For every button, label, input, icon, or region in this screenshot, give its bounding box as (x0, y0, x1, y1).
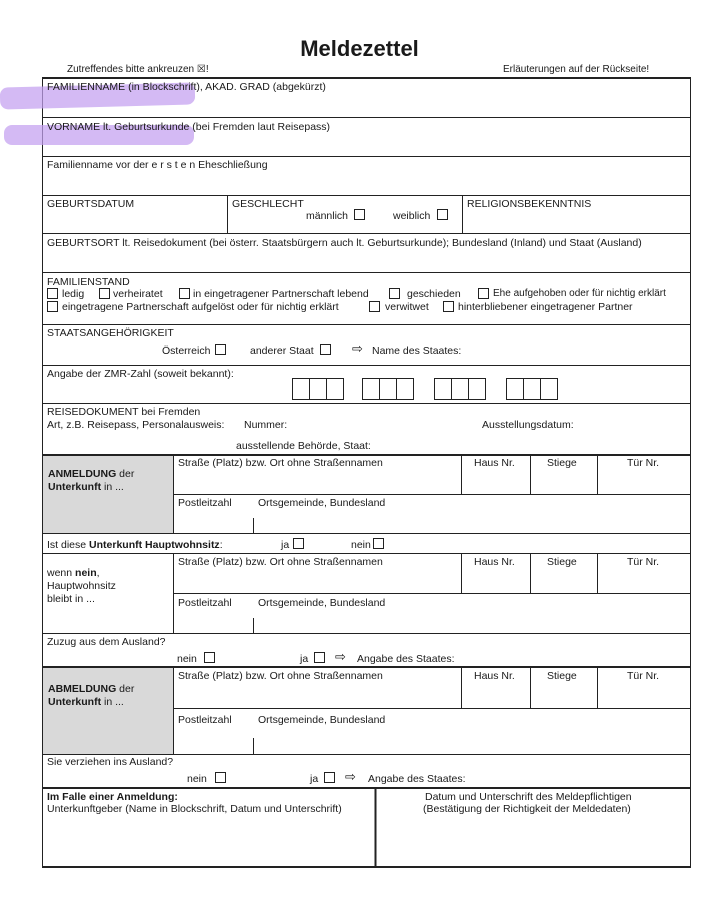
zmr-box-group-2[interactable] (362, 378, 414, 400)
postcode-label-3: Postleitzahl (178, 714, 232, 726)
gender-male-label: männlich (306, 210, 349, 222)
surviving-partner-label: hinterbliebener eingetragener Partner (458, 301, 633, 313)
divorced-checkbox[interactable] (389, 288, 400, 299)
street-label-2: Straße (Platz) bzw. Ort ohne Straßennamen (178, 556, 383, 568)
widowed-label: verwitwet (385, 301, 429, 313)
main-residence-no-label: nein (351, 539, 371, 551)
municipality-label-2: Ortsgemeinde, Bundesland (258, 597, 386, 609)
abmeldung-street-field[interactable] (175, 683, 459, 706)
single-checkbox[interactable] (47, 288, 58, 299)
move-from-abroad-question: Zuzug aus dem Ausland? (47, 636, 166, 648)
travel-doc-label: REISEDOKUMENT bei Fremden (47, 406, 201, 418)
partnership-dissolved-checkbox[interactable] (47, 301, 58, 312)
stairs-label-3: Stiege (547, 670, 577, 682)
arrow-right-icon: ⇨ (352, 341, 363, 356)
main-residence-no-checkbox[interactable] (373, 538, 384, 549)
family-name-field[interactable] (44, 94, 689, 116)
person-signature-line2: (Bestätigung der Richtigkeit der Meldedaten) (423, 803, 631, 815)
move-from-abroad-no-checkbox[interactable] (204, 652, 215, 663)
municipality-label-3: Ortsgemeinde, Bundesland (258, 714, 386, 726)
move-from-abroad-state-label: Angabe des Staates: (357, 653, 455, 665)
host-signature-field[interactable] (44, 818, 374, 866)
birthplace-field[interactable] (44, 250, 689, 272)
abmeldung-municipality-field[interactable] (256, 728, 689, 752)
birthdate-label: GEBURTSDATUM (47, 198, 135, 210)
first-name-label: VORNAME lt. Geburtsurkunde (bei Fremden laut Reisepass) (47, 121, 331, 133)
family-name-label: FAMILIENNAME (in Blockschrift), AKAD. GRAD (abgekürzt) (47, 81, 326, 93)
house-no-label-3: Haus Nr. (474, 670, 515, 682)
person-signature-line1: Datum und Unterschrift des Meldepflichtigen (425, 791, 632, 803)
explanation-hint: Erläuterungen auf der Rückseite! (503, 64, 650, 75)
birthplace-label: GEBURTSORT lt. Reisedokument (bei österr. Staatsbürgern auch lt. Geburtsurkunde); Bundesland (Inland) und Staat (Ausland) (47, 237, 642, 249)
anmeldung-label: ANMELDUNG der (48, 468, 135, 480)
gender-female-label: weiblich (393, 210, 431, 222)
travel-doc-type-label: Art, z.B. Reisepass, Personalausweis: (47, 419, 225, 431)
move-from-abroad-yes-checkbox[interactable] (314, 652, 325, 663)
other-state-checkbox[interactable] (320, 344, 331, 355)
arrow-right-icon: ⇨ (335, 649, 346, 664)
person-signature-field[interactable] (378, 818, 689, 866)
door-no-label-3: Tür Nr. (627, 670, 660, 682)
widowed-checkbox[interactable] (369, 301, 380, 312)
abmeldung-label-2: Unterkunft in ... (48, 696, 124, 708)
host-signature-title: Im Falle einer Anmeldung: (47, 791, 178, 803)
move-abroad-yes-checkbox[interactable] (324, 772, 335, 783)
austria-label: Österreich (162, 345, 211, 357)
austria-checkbox[interactable] (215, 344, 226, 355)
if-no-label-3: bleibt in ... (47, 593, 95, 605)
anmeldung-municipality-field[interactable] (256, 510, 689, 532)
move-from-abroad-yes-label: ja (300, 653, 309, 665)
zmr-box-group-3[interactable] (434, 378, 486, 400)
partnership-label: in eingetragener Partnerschaft lebend (193, 288, 369, 300)
door-no-label-1: Tür Nr. (627, 457, 660, 469)
main-residence-yes-label: ja (281, 539, 290, 551)
main-residence-yes-checkbox[interactable] (293, 538, 304, 549)
religion-field[interactable] (464, 211, 689, 232)
gender-label: GESCHLECHT (232, 198, 304, 210)
previous-name-field[interactable] (44, 172, 689, 194)
stairs-label-2: Stiege (547, 556, 577, 568)
annulled-checkbox[interactable] (478, 288, 489, 299)
travel-doc-authority-label: ausstellende Behörde, Staat: (236, 440, 371, 452)
married-label: verheiratet (113, 288, 163, 300)
main-residence-street-field[interactable] (175, 569, 459, 591)
move-abroad-no-label: nein (187, 773, 207, 785)
move-from-abroad-no-label: nein (177, 653, 197, 665)
abmeldung-label: ABMELDUNG der (48, 683, 135, 695)
postcode-label-1: Postleitzahl (178, 497, 232, 509)
zmr-box-group-4[interactable] (506, 378, 558, 400)
municipality-label-1: Ortsgemeinde, Bundesland (258, 497, 386, 509)
anmeldung-street-field[interactable] (175, 470, 459, 492)
main-residence-municipality-field[interactable] (256, 610, 689, 632)
abmeldung-postcode-field[interactable] (175, 728, 251, 752)
main-residence-postcode-field[interactable] (175, 610, 251, 632)
street-label-3: Straße (Platz) bzw. Ort ohne Straßennamen (178, 670, 383, 682)
check-hint: Zutreffendes bitte ankreuzen ☒! (67, 64, 209, 75)
marital-status-label: FAMILIENSTAND (47, 276, 130, 288)
move-abroad-yes-label: ja (310, 773, 319, 785)
other-state-label: anderer Staat (250, 345, 314, 357)
door-no-label-2: Tür Nr. (627, 556, 660, 568)
gender-female-checkbox[interactable] (437, 209, 448, 220)
annulled-label: Ehe aufgehoben oder für nichtig erklärt (493, 288, 666, 299)
street-label-1: Straße (Platz) bzw. Ort ohne Straßennamen (178, 457, 383, 469)
house-no-label-2: Haus Nr. (474, 556, 515, 568)
citizenship-label: STAATSANGEHÖRIGKEIT (47, 327, 174, 339)
anmeldung-label-2: Unterkunft in ... (48, 481, 124, 493)
host-signature-text: Unterkunftgeber (Name in Blockschrift, Datum und Unterschrift) (47, 803, 342, 815)
zmr-label: Angabe der ZMR-Zahl (soweit bekannt): (47, 368, 234, 380)
if-no-label-2: Hauptwohnsitz (47, 580, 116, 592)
arrow-right-icon: ⇨ (345, 769, 356, 784)
state-name-field[interactable] (470, 338, 688, 360)
gender-male-checkbox[interactable] (354, 209, 365, 220)
travel-doc-number-label: Nummer: (244, 419, 288, 431)
first-name-field[interactable] (44, 134, 689, 156)
zmr-box-group-1[interactable] (292, 378, 344, 400)
married-checkbox[interactable] (99, 288, 110, 299)
partnership-dissolved-label: eingetragene Partnerschaft aufgelöst oder für nichtig erklärt (62, 301, 339, 313)
religion-label: RELIGIONSBEKENNTNIS (467, 198, 592, 210)
birthdate-field[interactable] (44, 211, 226, 232)
state-name-label: Name des Staates: (372, 345, 462, 357)
move-abroad-state-label: Angabe des Staates: (368, 773, 466, 785)
move-abroad-no-checkbox[interactable] (215, 772, 226, 783)
anmeldung-postcode-field[interactable] (175, 510, 251, 532)
partnership-checkbox[interactable] (179, 288, 190, 299)
divorced-label: geschieden (407, 288, 461, 300)
stairs-label-1: Stiege (547, 457, 577, 469)
main-residence-question: Ist diese Unterkunft Hauptwohnsitz: (47, 539, 223, 551)
house-no-label-1: Haus Nr. (474, 457, 515, 469)
single-label: ledig (62, 288, 85, 300)
travel-doc-issue-date-label: Ausstellungsdatum: (482, 419, 574, 431)
postcode-label-2: Postleitzahl (178, 597, 232, 609)
previous-name-label: Familienname vor der e r s t e n Eheschließung (47, 159, 268, 171)
form-title: Meldezettel (300, 36, 419, 61)
if-no-label: wenn nein, (47, 567, 100, 579)
move-abroad-question: Sie verziehen ins Ausland? (47, 756, 174, 768)
surviving-partner-checkbox[interactable] (443, 301, 454, 312)
